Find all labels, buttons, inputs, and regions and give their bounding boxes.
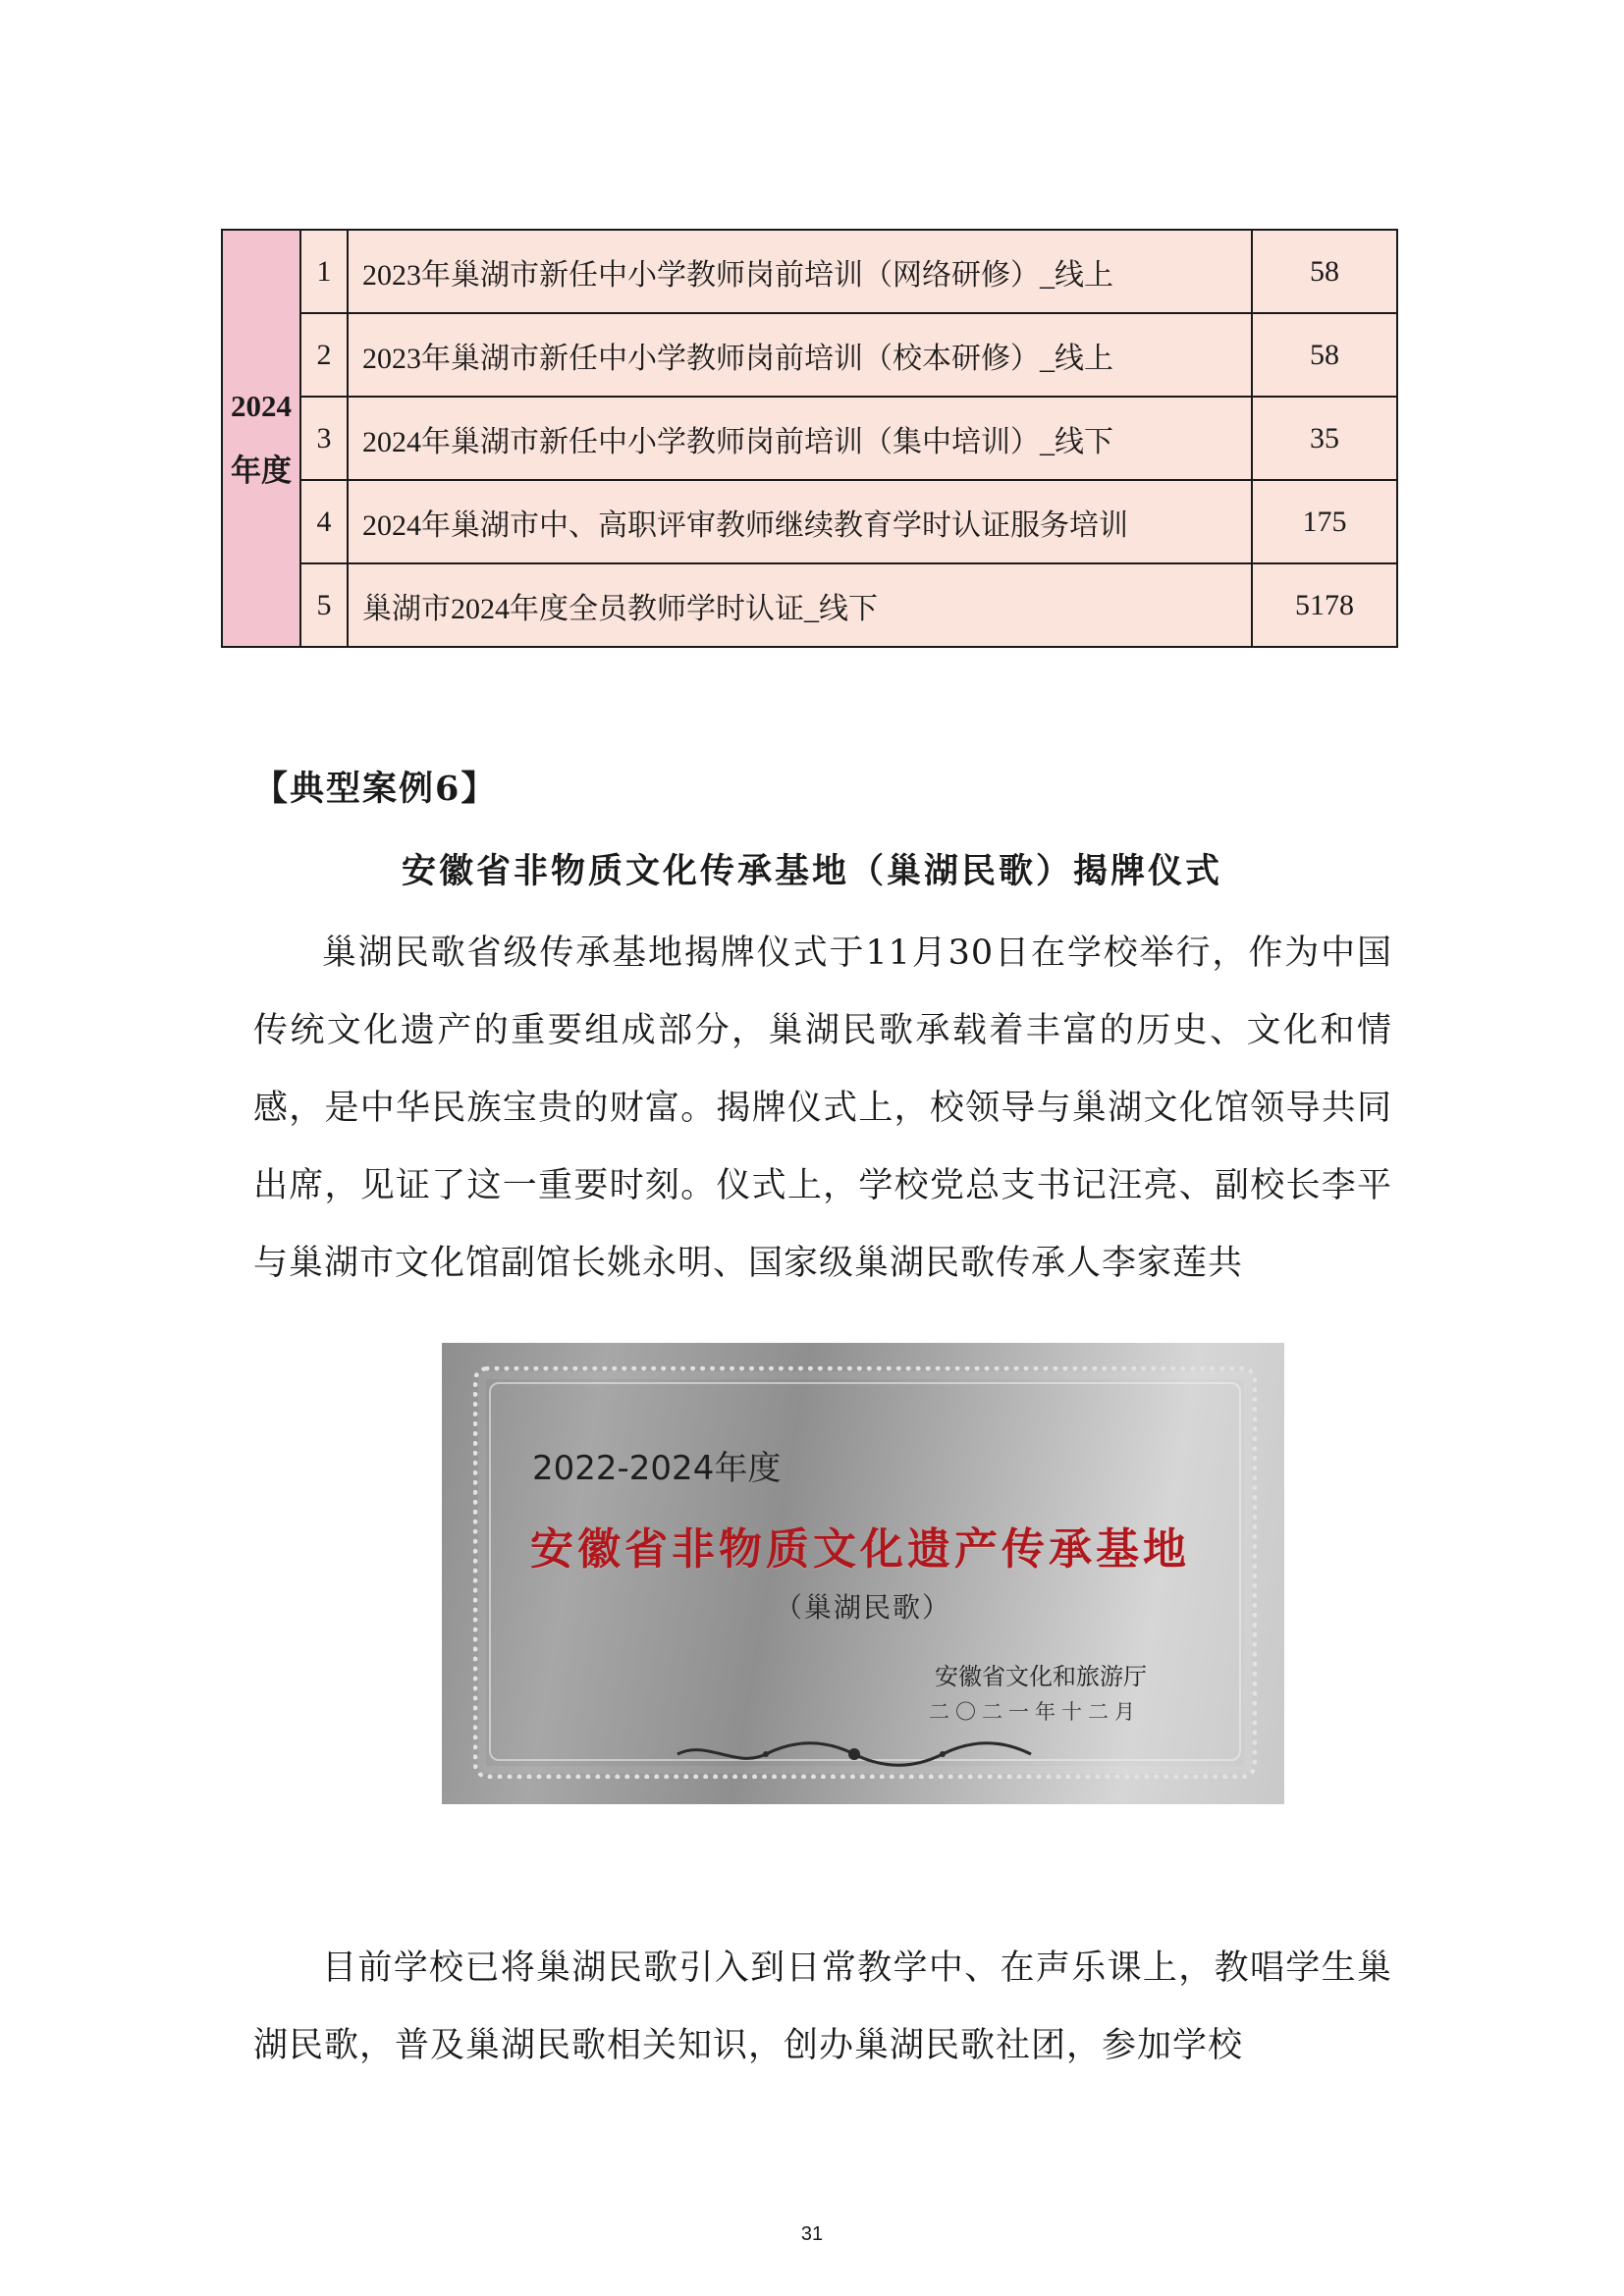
year-label: 2024年度 [231,388,292,488]
case-paragraph-2: 目前学校已将巢湖民歌引入到日常教学中、在声乐课上，教唱学生巢湖民歌，普及巢湖民歌相关知识，创办巢湖民歌社团，参加学校 [253,1949,1392,2065]
plaque-name: 安徽省非物质文化遗产传承基地 [530,1524,1190,1575]
plaque-photo [442,1343,1284,1804]
participant-count: 35 [1252,397,1397,480]
row-number: 3 [300,397,348,480]
row-number: 1 [300,230,348,313]
case-title: 安徽省非物质文化传承基地（巢湖民歌）揭牌仪式 [401,851,1222,891]
table-row [222,230,1397,313]
case-heading: 【典型案例6】 [253,769,498,809]
ornament-icon [668,1739,1041,1769]
participant-count: 5178 [1252,563,1397,647]
training-name: 2023年巢湖市新任中小学教师岗前培训（校本研修）_线上 [348,313,1252,397]
participant-count: 58 [1252,313,1397,397]
case-paragraph-1: 巢湖民歌省级传承基地揭牌仪式于11月30日在学校举行，作为中国传统文化遗产的重要组成部分，巢湖民歌承载着丰富的历史、文化和情感，是中华民族宝贵的财富。揭牌仪式上，校领导与巢湖文化馆领导共同出席，见证了这一重要时刻。仪式上，学校党总支书记汪亮、副校长李平与巢湖市文化馆副馆长姚永明、国家级巢湖民歌传承人李家莲共 [253,934,1392,1283]
row-number: 2 [300,313,348,397]
training-name: 2023年巢湖市新任中小学教师岗前培训（网络研修）_线上 [348,230,1252,313]
page-number: 31 [800,2223,824,2245]
participant-count: 175 [1252,480,1397,563]
training-table [221,229,1398,648]
table-row [222,313,1397,397]
row-number: 4 [300,480,348,563]
training-name: 2024年巢湖市中、高职评审教师继续教育学时认证服务培训 [348,480,1252,563]
year-cell [222,230,300,647]
table-row [222,397,1397,480]
table-row [222,563,1397,647]
row-number: 5 [300,563,348,647]
participant-count: 58 [1252,230,1397,313]
training-name: 2024年巢湖市新任中小学教师岗前培训（集中培训）_线下 [348,397,1252,480]
plaque-date: 二〇二一年十二月 [929,1700,1141,1724]
plaque-year: 2022-2024年度 [532,1449,782,1488]
plaque-subtitle: （巢湖民歌） [774,1591,951,1624]
table-row [222,480,1397,563]
training-name: 巢湖市2024年度全员教师学时认证_线下 [348,563,1252,647]
plaque-issuer: 安徽省文化和旅游厅 [935,1663,1147,1690]
